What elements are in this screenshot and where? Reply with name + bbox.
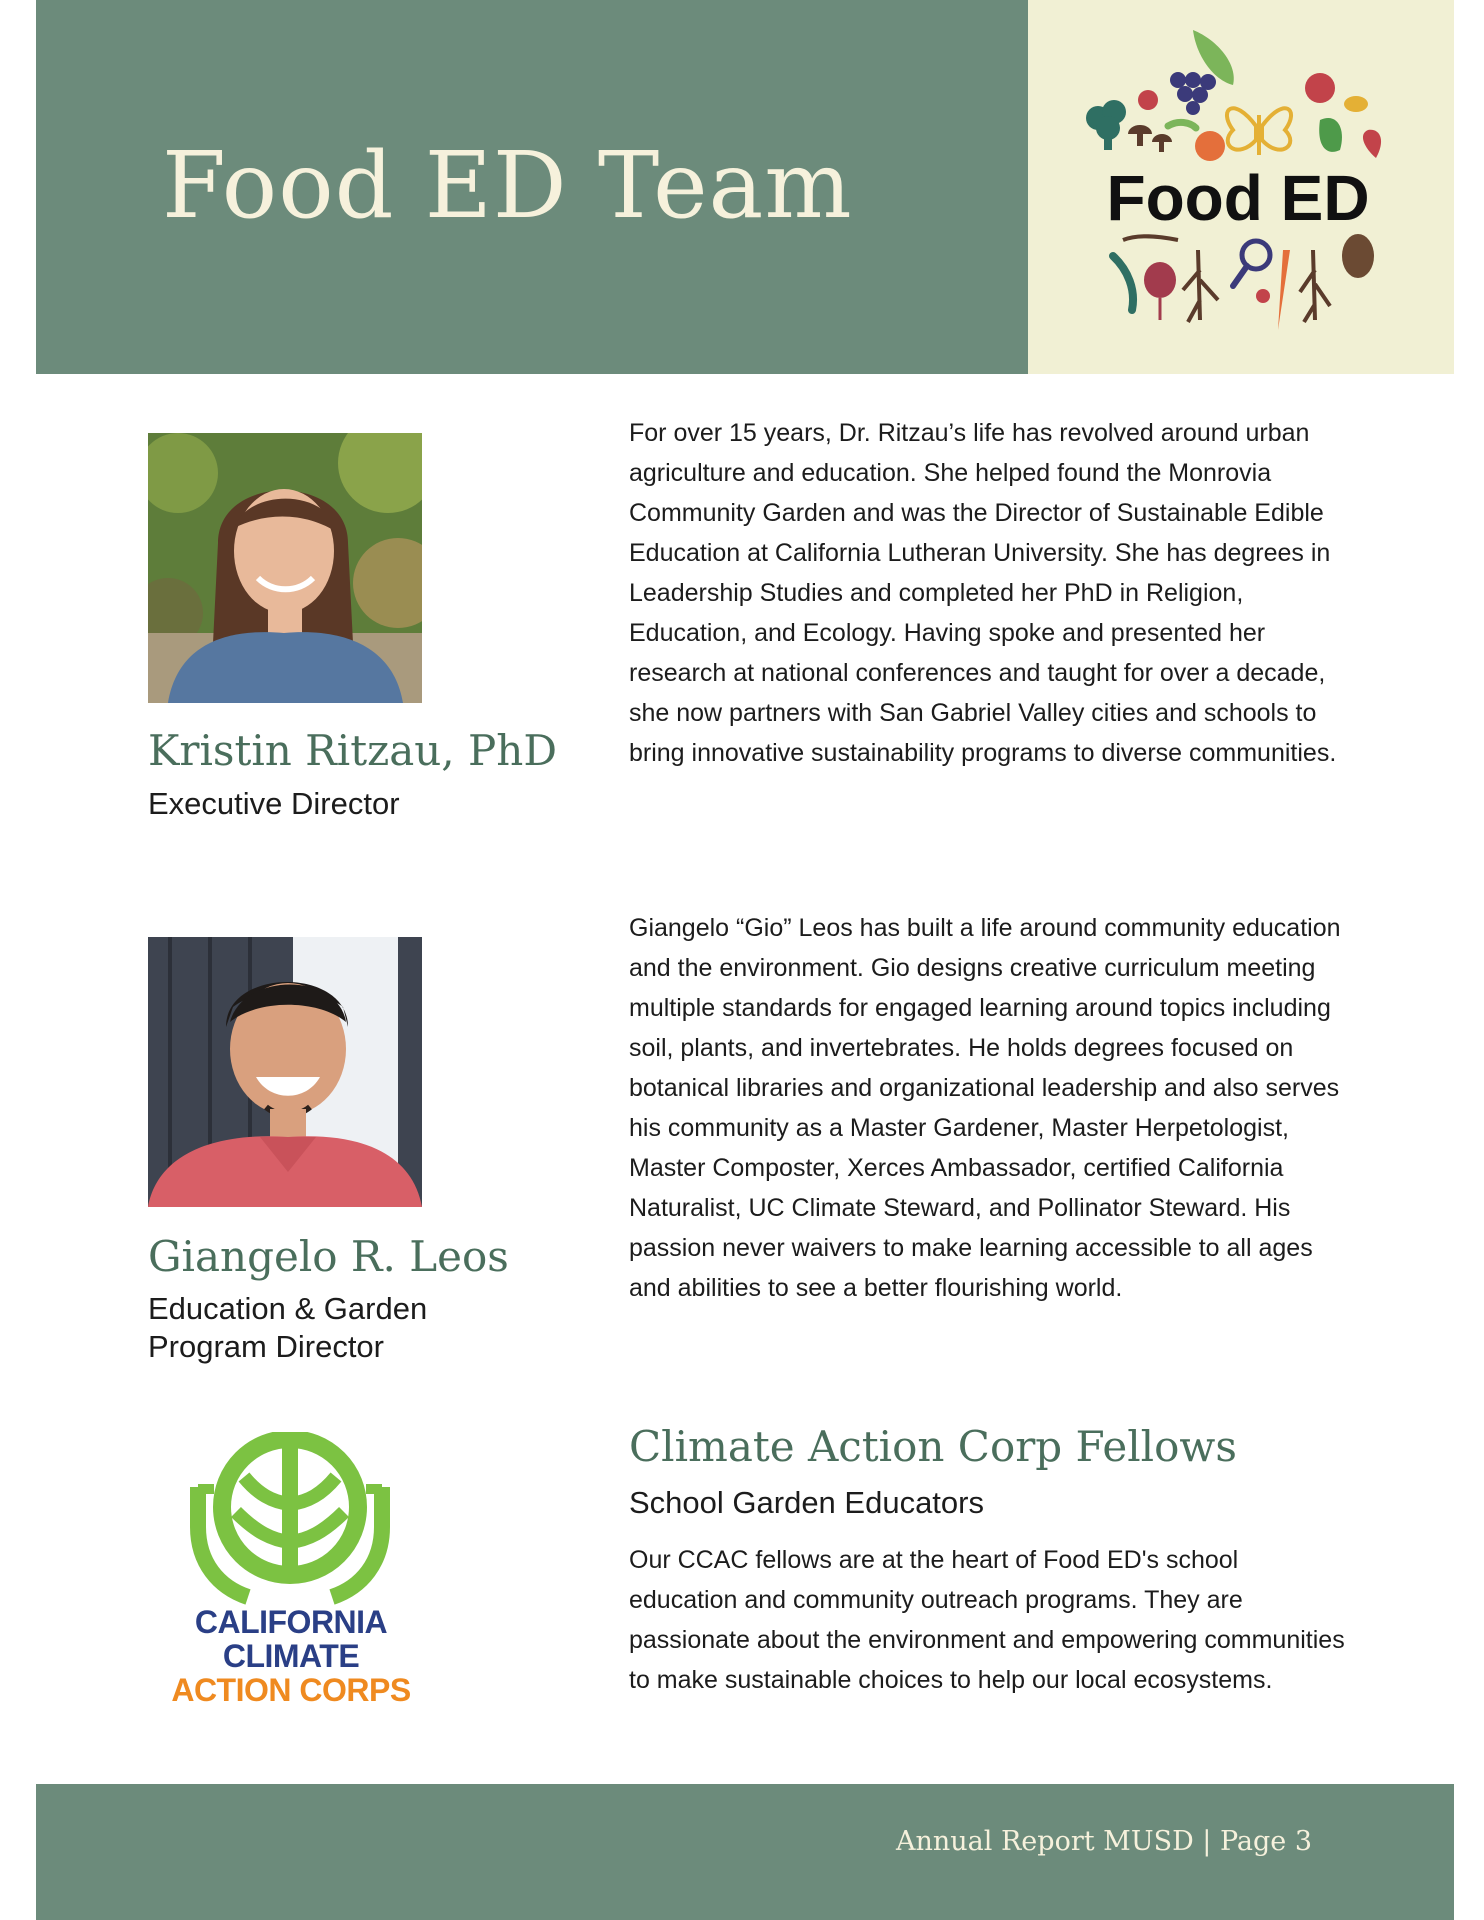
ccac-logo-line: CLIMATE [222,1638,360,1674]
fellows-subtitle: School Garden Educators [629,1485,984,1520]
food-ed-logo [1028,0,1454,374]
svg-text:Food ED: Food ED [1106,162,1370,234]
food-ed-logo-illustration [1028,0,1454,374]
ccac-logo-line: ACTION CORPS [171,1672,411,1708]
person-role: Education & Garden Program Director [148,1291,428,1364]
ccac-logo-line: CALIFORNIA [194,1604,388,1640]
kristin-ritzau-photo [148,433,422,703]
person-name: Kristin Ritzau, PhD [148,726,557,775]
person-bio: For over 15 years, Dr. Ritzau’s life has revolved around urban agriculture and education. She helped found the Monrovia Community Garden and was the Director of Sustainable Edible Education at California Lutheran University. She has degrees in Leadership Studies and completed her PhD in Religion, Education, and Ecology. Having spoke and presented her research at national conferences and taught for over a decade, she now partners with San Gabriel Valley cities and schools to bring innovative sustainability programs to diverse communities. [629,419,1337,767]
fellows-body: Our CCAC fellows are at the heart of Food ED's school education and community outreach programs. They are passionate about the environment and empowering communities to make sustainable choices to help our local ecosystems. [629,1546,1345,1694]
ccac-leaf-icon [148,1432,448,1612]
footer-page-label: Annual Report MUSD | Page 3 [896,1826,1313,1857]
person-name: Giangelo R. Leos [148,1232,509,1281]
page-title: Food ED Team [162,132,853,239]
fellows-title: Climate Action Corp Fellows [629,1422,1237,1471]
person-role: Executive Director [148,786,400,821]
person-bio: Giangelo “Gio” Leos has built a life around community education and the environment. Gio designs creative curriculum meeting multiple standards for engaged learning around topics including soil, plants, and invertebrates. He holds degrees focused on botanical libraries and organizational leadership and also serves his community as a Master Gardener, Master Herpetologist, Master Composter, Xerces Ambassador, certified California Naturalist, UC Climate Steward, and Pollinator Steward. His passion never waivers to make learning accessible to all ages and abilities to see a better flourishing world. [629,914,1341,1302]
giangelo-leos-photo [148,937,422,1207]
